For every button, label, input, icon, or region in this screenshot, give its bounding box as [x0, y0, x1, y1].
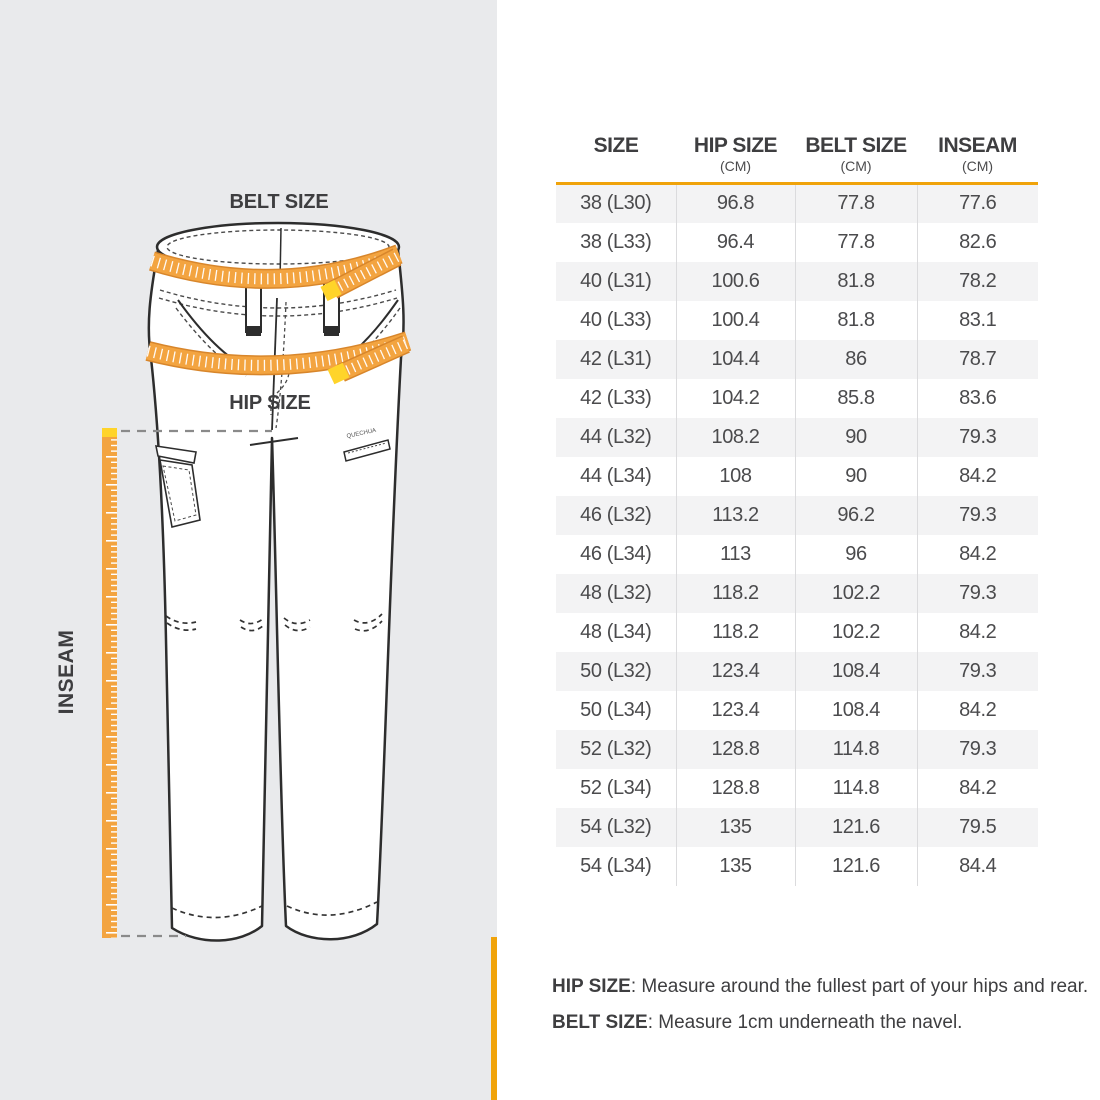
illustration-panel [0, 0, 497, 1100]
value-cell: 84.2 [917, 691, 1038, 730]
value-cell: 83.6 [917, 379, 1038, 418]
value-cell: 79.3 [917, 652, 1038, 691]
note-belt-size-label: BELT SIZE [552, 1012, 648, 1033]
value-cell: 108.4 [795, 691, 917, 730]
value-cell: 96.4 [676, 223, 795, 262]
value-cell: 114.8 [795, 769, 917, 808]
table-row [556, 574, 1038, 613]
value-cell: 90 [795, 457, 917, 496]
value-cell: 81.8 [795, 262, 917, 301]
value-cell: 108.2 [676, 418, 795, 457]
value-cell: 135 [676, 847, 795, 886]
value-cell: 108 [676, 457, 795, 496]
value-cell: 77.8 [795, 223, 917, 262]
value-cell: 113 [676, 535, 795, 574]
value-cell: 100.6 [676, 262, 795, 301]
value-cell: 79.3 [917, 496, 1038, 535]
value-cell: 77.8 [795, 184, 917, 223]
belt-size-label: BELT SIZE [229, 191, 329, 213]
table-row [556, 730, 1038, 769]
value-cell: 121.6 [795, 808, 917, 847]
belt-tape-tip [324, 287, 338, 294]
value-cell: 135 [676, 808, 795, 847]
size-cell: 42 (L31) [580, 347, 652, 370]
value-cell: 96.8 [676, 184, 795, 223]
value-cell: 96.2 [795, 496, 917, 535]
value-cell: 100.4 [676, 301, 795, 340]
size-cell: 44 (L34) [580, 464, 652, 487]
value-cell: 79.3 [917, 730, 1038, 769]
size-cell: 40 (L31) [580, 269, 652, 292]
column-header-hip-size: HIP SIZE (CM) [676, 121, 795, 184]
table-row [556, 769, 1038, 808]
value-cell: 104.4 [676, 340, 795, 379]
value-cell: 84.2 [917, 457, 1038, 496]
column-header-size: SIZE [556, 121, 676, 184]
value-cell: 84.2 [917, 613, 1038, 652]
size-cell: 38 (L30) [580, 192, 652, 215]
size-cell: 46 (L32) [580, 503, 652, 526]
value-cell: 113.2 [676, 496, 795, 535]
note-belt-size-text: : Measure 1cm underneath the navel. [647, 1012, 963, 1033]
table-row [556, 223, 1038, 262]
size-table-body [556, 184, 1038, 886]
value-cell: 81.8 [795, 301, 917, 340]
note-hip-size [552, 969, 1088, 1005]
value-cell: 84.2 [917, 535, 1038, 574]
value-cell: 86 [795, 340, 917, 379]
table-row [556, 262, 1038, 301]
value-cell: 82.6 [917, 223, 1038, 262]
size-cell: 48 (L34) [580, 620, 652, 643]
column-header-inseam: INSEAM (CM) [917, 121, 1038, 184]
note-belt-size [552, 1005, 1088, 1041]
value-cell: 128.8 [676, 730, 795, 769]
value-cell: 102.2 [795, 574, 917, 613]
value-cell: 83.1 [917, 301, 1038, 340]
table-row [556, 496, 1038, 535]
value-cell: 96 [795, 535, 917, 574]
size-cell: 38 (L33) [580, 230, 652, 253]
table-row [556, 340, 1038, 379]
value-cell: 108.4 [795, 652, 917, 691]
table-row [556, 379, 1038, 418]
value-cell: 123.4 [676, 652, 795, 691]
pants-body [149, 223, 404, 941]
table-row [556, 613, 1038, 652]
value-cell: 77.6 [917, 184, 1038, 223]
value-cell: 78.7 [917, 340, 1038, 379]
table-row [556, 418, 1038, 457]
table-row [556, 457, 1038, 496]
table-row [556, 691, 1038, 730]
value-cell: 79.3 [917, 574, 1038, 613]
table-row [556, 652, 1038, 691]
size-cell: 54 (L34) [580, 854, 652, 877]
size-cell: 50 (L32) [580, 659, 652, 682]
size-table-header [556, 121, 1038, 184]
value-cell: 123.4 [676, 691, 795, 730]
size-cell: 50 (L34) [580, 698, 652, 721]
size-table [556, 121, 1038, 886]
table-row [556, 301, 1038, 340]
note-hip-size-text: : Measure around the fullest part of your hips and rear. [630, 976, 1089, 997]
size-cell: 40 (L33) [580, 308, 652, 331]
value-cell: 121.6 [795, 847, 917, 886]
note-hip-size-label: HIP SIZE [552, 976, 631, 997]
size-cell: 48 (L32) [580, 581, 652, 604]
column-header-belt-size: BELT SIZE (CM) [795, 121, 917, 184]
size-cell: 42 (L33) [580, 386, 652, 409]
hip-tape-tip [331, 370, 346, 377]
value-cell: 78.2 [917, 262, 1038, 301]
value-cell: 90 [795, 418, 917, 457]
size-cell: 44 (L32) [580, 425, 652, 448]
value-cell: 84.4 [917, 847, 1038, 886]
hip-size-label: HIP SIZE [229, 392, 311, 414]
value-cell: 128.8 [676, 769, 795, 808]
inseam-label: INSEAM [55, 629, 78, 715]
size-cell: 54 (L32) [580, 815, 652, 838]
value-cell: 85.8 [795, 379, 917, 418]
value-cell: 118.2 [676, 574, 795, 613]
measurement-notes [552, 969, 1088, 1041]
pants-illustration [0, 0, 497, 1100]
table-row [556, 535, 1038, 574]
value-cell: 114.8 [795, 730, 917, 769]
value-cell: 79.3 [917, 418, 1038, 457]
size-cell: 52 (L32) [580, 737, 652, 760]
value-cell: 84.2 [917, 769, 1038, 808]
value-cell: 79.5 [917, 808, 1038, 847]
size-cell: 52 (L34) [580, 776, 652, 799]
brand-tag: QUECHUA [346, 427, 377, 440]
size-cell: 46 (L34) [580, 542, 652, 565]
table-row [556, 847, 1038, 886]
table-row [556, 808, 1038, 847]
value-cell: 104.2 [676, 379, 795, 418]
value-cell: 118.2 [676, 613, 795, 652]
table-row [556, 184, 1038, 223]
value-cell: 102.2 [795, 613, 917, 652]
accent-bar [491, 937, 497, 1100]
